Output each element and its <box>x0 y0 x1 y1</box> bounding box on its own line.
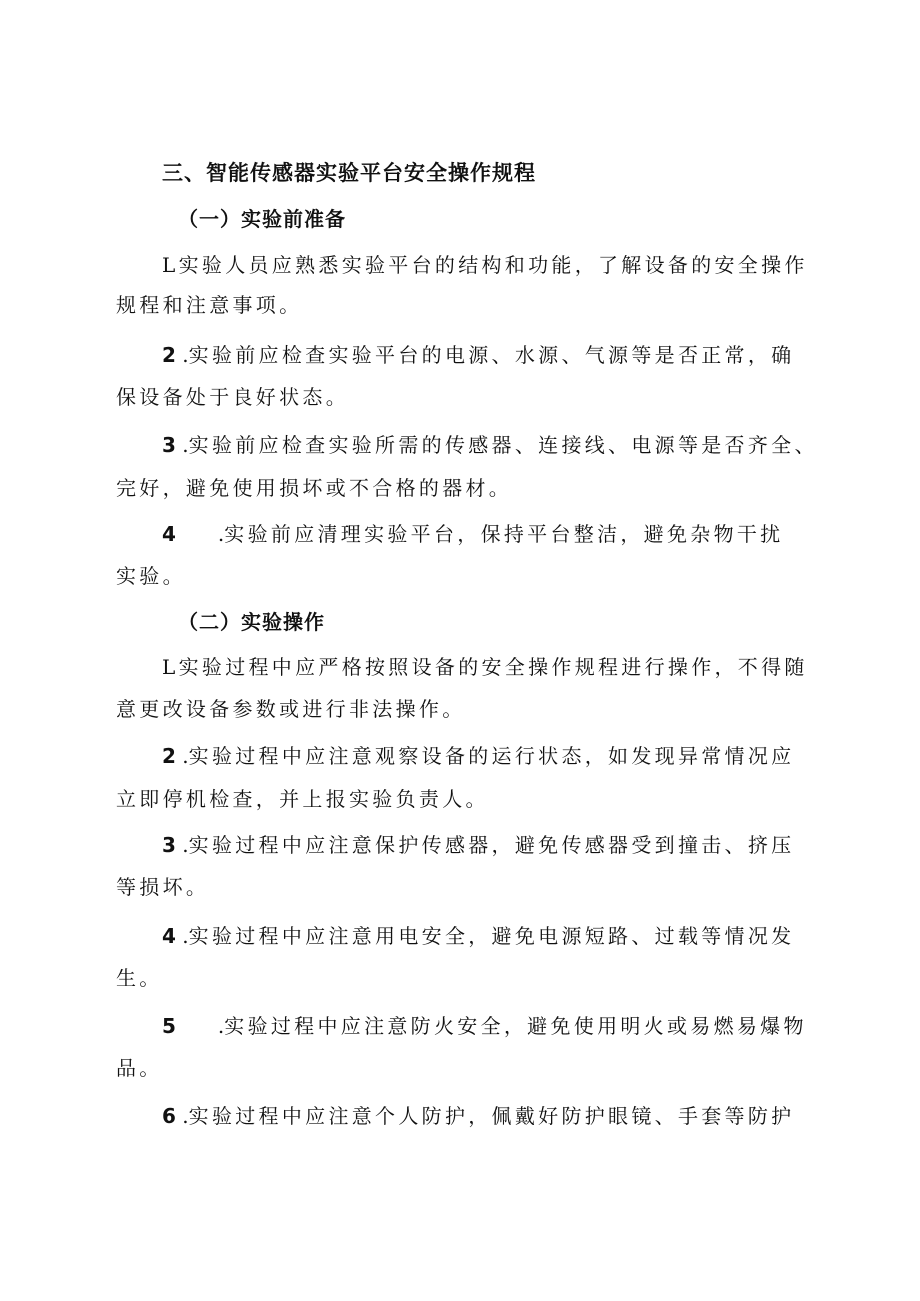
list-item-text: 实验过程中应注意个人防护，佩戴好防护眼镜、手套等防护 <box>188 1104 795 1128</box>
list-item-1-4-second-line: 实验。 <box>116 564 186 588</box>
list-item-text: 实验前应检查实验平台的电源、水源、气源等是否正常，确 <box>188 343 795 367</box>
list-item-1-3-first-line: 3 .实验前应检查实验所需的传感器、连接线、电源等是否齐全、 <box>162 433 818 457</box>
list-item-2-3-first-line: 3 .实验过程中应注意保护传感器，避免传感器受到撞击、挤压 <box>162 833 795 857</box>
list-item-1-2-second-line: 保设备处于良好状态。 <box>116 385 349 409</box>
list-item-number: 6 <box>162 1104 176 1128</box>
list-item-number: 2 <box>162 343 176 367</box>
list-item-2-5-first-line: 5 .实验过程中应注意防火安全，避免使用明火或易燃易爆物 <box>162 1014 807 1038</box>
list-item-1-1-second-line: 规程和注意事项。 <box>116 293 303 317</box>
list-item-2-2-second-line: 立即停机检查，并上报实验负责人。 <box>116 787 489 811</box>
list-item-text: 实验过程中应严格按照设备的安全操作规程进行操作，不得随 <box>178 655 808 679</box>
list-item-text: 实验过程中应注意保护传感器，避免传感器受到撞击、挤压 <box>188 833 795 857</box>
list-item-number: L <box>162 655 179 679</box>
list-item-text: 实验过程中应注意观察设备的运行状态，如发现异常情况应 <box>188 744 795 768</box>
list-item-2-1-second-line: 意更改设备参数或进行非法操作。 <box>116 697 466 721</box>
list-item-2-5-second-line: 品。 <box>116 1056 163 1080</box>
list-item-number: 4 <box>162 924 176 948</box>
list-item-2-1-first-line <box>162 652 808 682</box>
list-item-2-4-second-line: 生。 <box>116 966 163 990</box>
section-title: 三、智能传感器实验平台安全操作规程 <box>162 161 536 185</box>
list-item-text: 实验前应清理实验平台，保持平台整洁，避免杂物干扰 <box>224 522 784 546</box>
list-item-2-6-first-line: 6 .实验过程中应注意个人防护，佩戴好防护眼镜、手套等防护 <box>162 1104 795 1128</box>
list-item-number: 3 <box>162 833 176 857</box>
part1-heading: （一）实验前准备 <box>178 207 346 231</box>
list-item-text: 实验过程中应注意防火安全，避免使用明火或易燃易爆物 <box>224 1014 807 1038</box>
list-item-1-4-first-line: 4 .实验前应清理实验平台，保持平台整洁，避免杂物干扰 <box>162 522 784 546</box>
list-item-1-2-first-line: 2 .实验前应检查实验平台的电源、水源、气源等是否正常，确 <box>162 343 795 367</box>
list-item-2-2-first-line: 2 .实验过程中应注意观察设备的运行状态，如发现异常情况应 <box>162 744 795 768</box>
list-item-number: 5 <box>162 1014 176 1038</box>
list-item-2-3-second-line: 等损坏。 <box>116 875 210 899</box>
list-item-1-1-first-line <box>162 250 808 280</box>
list-item-text: 实验前应检查实验所需的传感器、连接线、电源等是否齐全、 <box>188 433 818 457</box>
list-item-1-3-second-line: 完好，避免使用损坏或不合格的器材。 <box>116 476 513 500</box>
list-item-text: 实验过程中应注意用电安全，避免电源短路、过载等情况发 <box>188 924 795 948</box>
list-item-number: 4 <box>162 522 176 546</box>
part2-heading: （二）实验操作 <box>178 610 325 634</box>
list-item-number: L <box>162 253 179 277</box>
list-item-number: 2 <box>162 744 176 768</box>
list-item-2-4-first-line: 4 .实验过程中应注意用电安全，避免电源短路、过载等情况发 <box>162 924 795 948</box>
list-item-text: 实验人员应熟悉实验平台的结构和功能，了解设备的安全操作 <box>178 253 808 277</box>
list-item-number: 3 <box>162 433 176 457</box>
